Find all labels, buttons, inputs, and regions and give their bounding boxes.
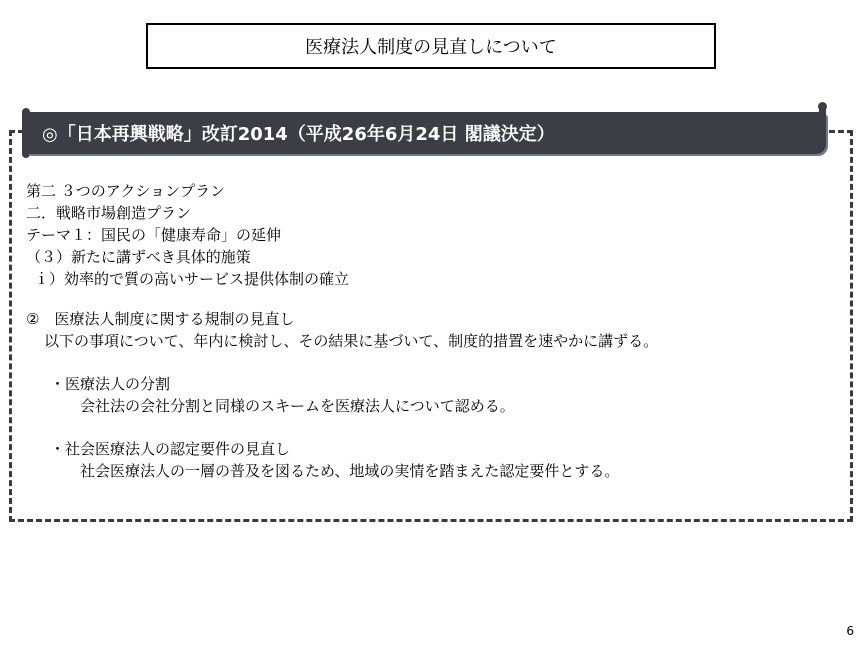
- item-detail: 社会医療法人の一層の普及を図るため、地域の実情を踏まえた認定要件とする。: [80, 462, 620, 480]
- line-action-plan: 第二 ３つのアクションプラン: [26, 182, 226, 200]
- section-intro: 以下の事項について、年内に検討し、その結果に基づいて、制度的措置を速やかに講ずる。: [44, 332, 659, 350]
- line-measures: （３）新たに講ずべき具体的施策: [26, 248, 251, 266]
- line-service-system: ｉ）効率的で質の高いサービス提供体制の確立: [34, 270, 350, 288]
- line-strategy-plan: 二．戦略市場創造プラン: [26, 204, 192, 222]
- spacer: [26, 290, 836, 308]
- slide-title-box: [146, 23, 716, 69]
- banner-text: ◎「日本再興戦略」改訂2014（平成26年6月24日 閣議決定）: [42, 124, 555, 145]
- page-number: 6: [846, 624, 854, 638]
- body-content: [26, 180, 836, 482]
- spacer: [26, 352, 836, 373]
- item-detail: 会社法の会社分割と同様のスキームを医療法人について認める。: [80, 397, 515, 415]
- item-title: ・社会医療法人の認定要件の見直し: [50, 440, 291, 458]
- slide-title: 医療法人制度の見直しについて: [305, 37, 557, 58]
- item-title: ・医療法人の分割: [50, 375, 171, 393]
- section-heading: ② 医療法人制度に関する規制の見直し: [26, 310, 295, 328]
- spacer: [26, 417, 836, 438]
- banner-dot: [818, 102, 827, 111]
- line-theme: テーマ１：国民の「健康寿命」の延伸: [26, 226, 282, 244]
- source-banner: [26, 112, 826, 154]
